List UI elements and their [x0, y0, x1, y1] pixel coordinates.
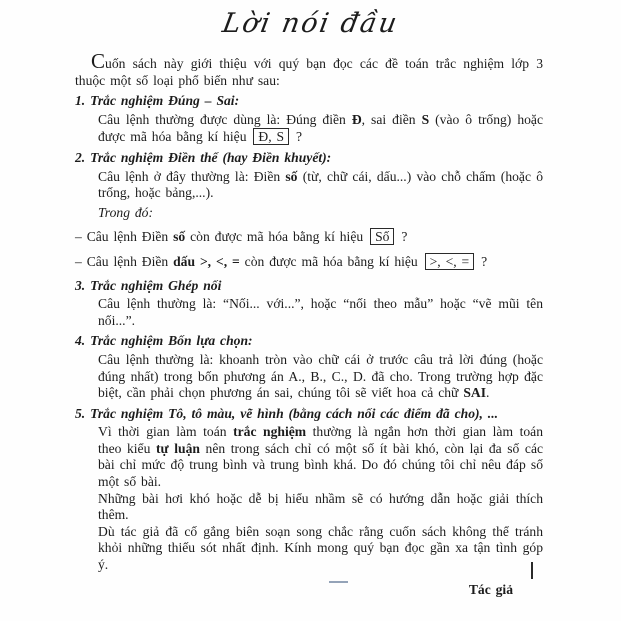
- section-heading: 2. Trắc nghiệm Điền thế (hay Điền khuyết):: [75, 149, 332, 165]
- page-title: Lời nói đầu: [220, 8, 401, 39]
- section-heading: 1. Trắc nghiệm Đúng – Sai:: [75, 93, 240, 109]
- section-body: Câu lệnh thường là: “Nối... với...”, hoặc “nối theo mẫu” hoặc “vẽ mũi tên nối...”.: [98, 296, 543, 328]
- section-true-false: [75, 93, 543, 146]
- scan-artifact-vertical-bar: [531, 562, 533, 579]
- bullet-fill-number: – Câu lệnh Điền số còn được mã hóa bằng kí hiệu Số ?: [75, 229, 408, 245]
- section-fill-in: [75, 150, 543, 271]
- section-matching: [75, 278, 543, 330]
- section-note: Trong đó:: [98, 204, 154, 220]
- scan-artifact-dash: [329, 581, 348, 583]
- closing-paragraph: Những bài hơi khó hoặc dễ bị hiểu nhầm sẽ có hướng dẫn hoặc giải thích thêm.: [98, 490, 543, 523]
- author-signature: Tác giả: [468, 581, 513, 597]
- section-body: Vì thời gian làm toán trắc nghiệm thường là ngắn hơn thời gian làm toán theo kiểu tự luận nên trong sách chỉ có một số ít bài khó, còn lại đa số các bài chỉ mức độ trung bình và trung bình khá. Do đó chúng tôi chỉ nêu đáp số một số bài.: [98, 424, 544, 490]
- section-coloring-drawing: [75, 406, 543, 491]
- section-multiple-choice: [75, 333, 543, 401]
- section-body: Câu lệnh thường là: khoanh tròn vào chữ cái ở trước câu trả lời đúng (hoặc đúng nhất) trong bốn phương án A., B., C., D. đã cho. Trong trường hợp đặc biệt, cần phải chọn phương án sai, chúng tôi sẽ viết hoa cả chữ SAI.: [98, 351, 543, 401]
- bullet-fill-sign: – Câu lệnh Điền dấu >, <, = còn được mã hóa bằng kí hiệu >, <, = ?: [75, 253, 488, 269]
- section-heading: 5. Trắc nghiệm Tô, tô màu, vẽ hình (bằng cách nối các điểm đã cho), ...: [75, 405, 499, 421]
- section-heading: 4. Trắc nghiệm Bốn lựa chọn:: [75, 333, 253, 349]
- section-heading: 3. Trắc nghiệm Ghép nối: [75, 277, 222, 293]
- section-body: Câu lệnh thường được dùng là: Đúng điền Đ, sai điền S (vào ô trống) hoặc được mã hóa bằng kí hiệu Đ, S ?: [98, 111, 543, 145]
- page-content: [0, 51, 621, 598]
- section-body: Câu lệnh ở đây thường là: Điền số (từ, chữ cái, dấu...) vào chỗ chấm (hoặc ô trống, hoặc bảng,...).: [98, 168, 543, 201]
- closing-paragraph: Dù tác giả đã cố gắng biên soạn song chắc rằng cuốn sách không thể tránh khỏi những thiếu sót nhất định. Kính mong quý bạn đọc gần xa tận tình góp ý.: [98, 523, 543, 573]
- intro-paragraph: Cuốn sách này giới thiệu với quý bạn đọc các đề toán trắc nghiệm lớp 3 thuộc một số loại phổ biến như sau:: [75, 49, 543, 88]
